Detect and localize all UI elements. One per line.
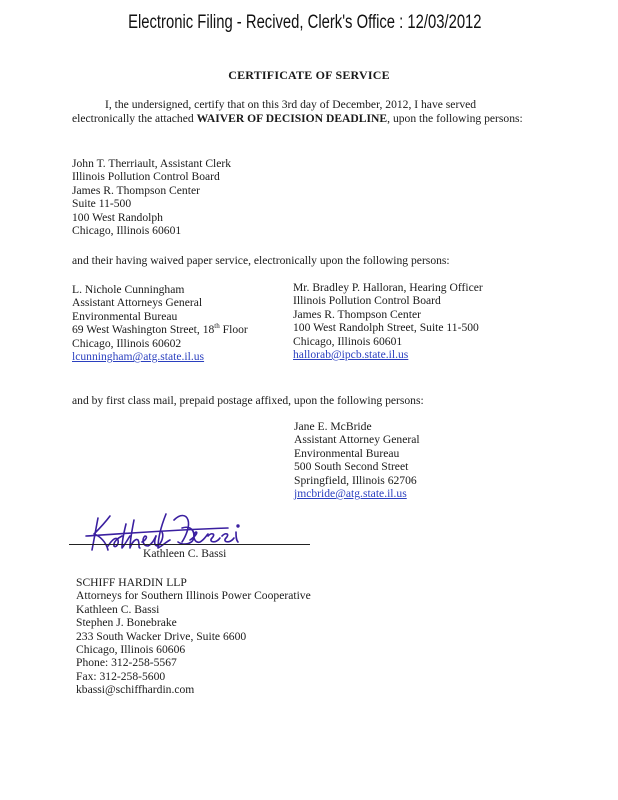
firm-attorneys-for: Attorneys for Southern Illinois Power Cooperative [76,589,311,603]
mail-party-street: 500 South Second Street [294,460,409,474]
clerk-building: James R. Thompson Center [72,183,200,197]
firm-attorney-2: Stephen J. Bonebrake [76,616,177,630]
firm-name: SCHIFF HARDIN LLP [76,576,187,589]
left-party-bureau: Environmental Bureau [72,309,178,323]
mail-party-block [294,420,420,500]
left-party-title: Assistant Attorneys General [72,296,203,310]
signature-line [69,544,310,545]
waived-intro: and their having waived paper service, electronically upon the following persons: [72,254,450,267]
left-party-street: 69 West Washington Street, 18th Floor [72,322,248,337]
intro-text-end: , upon the following persons: [387,112,523,125]
firm-city: Chicago, Illinois 60606 [76,643,186,657]
mail-party-bureau: Environmental Bureau [294,446,400,460]
clerk-address-block [72,157,231,237]
right-party-building: James R. Thompson Center [293,307,421,321]
mail-party-city: Springfield, Illinois 62706 [294,473,417,487]
right-party-street: 100 West Randolph Street, Suite 11-500 [293,321,479,335]
left-party-email-link[interactable]: lcunningham@atg.state.il.us [72,350,205,364]
clerk-city: Chicago, Illinois 60601 [72,224,182,238]
clerk-street: 100 West Randolph [72,210,163,224]
firm-street: 233 South Wacker Drive, Suite 6600 [76,629,247,643]
firm-fax: Fax: 312-258-5600 [76,669,166,683]
clerk-name: John T. Therriault, Assistant Clerk [72,157,232,170]
clerk-suite: Suite 11-500 [72,197,132,211]
firm-email: kbassi@schiffhardin.com [76,683,195,697]
intro-text: I, the undersigned, certify that on this 3rd day of December, 2012, I have served electronically the attached [72,98,477,125]
left-party-city: Chicago, Illinois 60602 [72,336,182,350]
left-party-name: L. Nichole Cunningham [72,283,185,296]
left-party-block [72,283,248,363]
firm-phone: Phone: 312-258-5567 [76,656,177,670]
firm-signature-block [76,576,311,697]
signer-printed-name: Kathleen C. Bassi [143,547,227,560]
document-title: CERTIFICATE OF SERVICE [228,68,390,82]
right-party-name: Mr. Bradley P. Halloran, Hearing Officer [293,281,483,294]
firm-attorney-1: Kathleen C. Bassi [76,602,160,616]
mail-party-email-link[interactable]: jmcbride@atg.state.il.us [294,487,407,501]
mail-party-name: Jane E. McBride [294,420,372,433]
document-name: WAIVER OF DECISION DEADLINE [196,112,388,125]
right-party-city: Chicago, Illinois 60601 [293,334,403,348]
right-party-block [293,281,483,361]
mail-party-title: Assistant Attorney General [294,433,420,447]
intro-paragraph [72,98,542,126]
clerk-org: Illinois Pollution Control Board [72,170,220,184]
mail-intro: and by first class mail, prepaid postage affixed, upon the following persons: [72,394,424,407]
right-party-email-link[interactable]: hallorab@ipcb.state.il.us [293,348,409,362]
filing-stamp: Electronic Filing - Recived, Clerk's Office : 12/03/2012 [128,12,482,33]
right-party-org: Illinois Pollution Control Board [293,294,441,308]
